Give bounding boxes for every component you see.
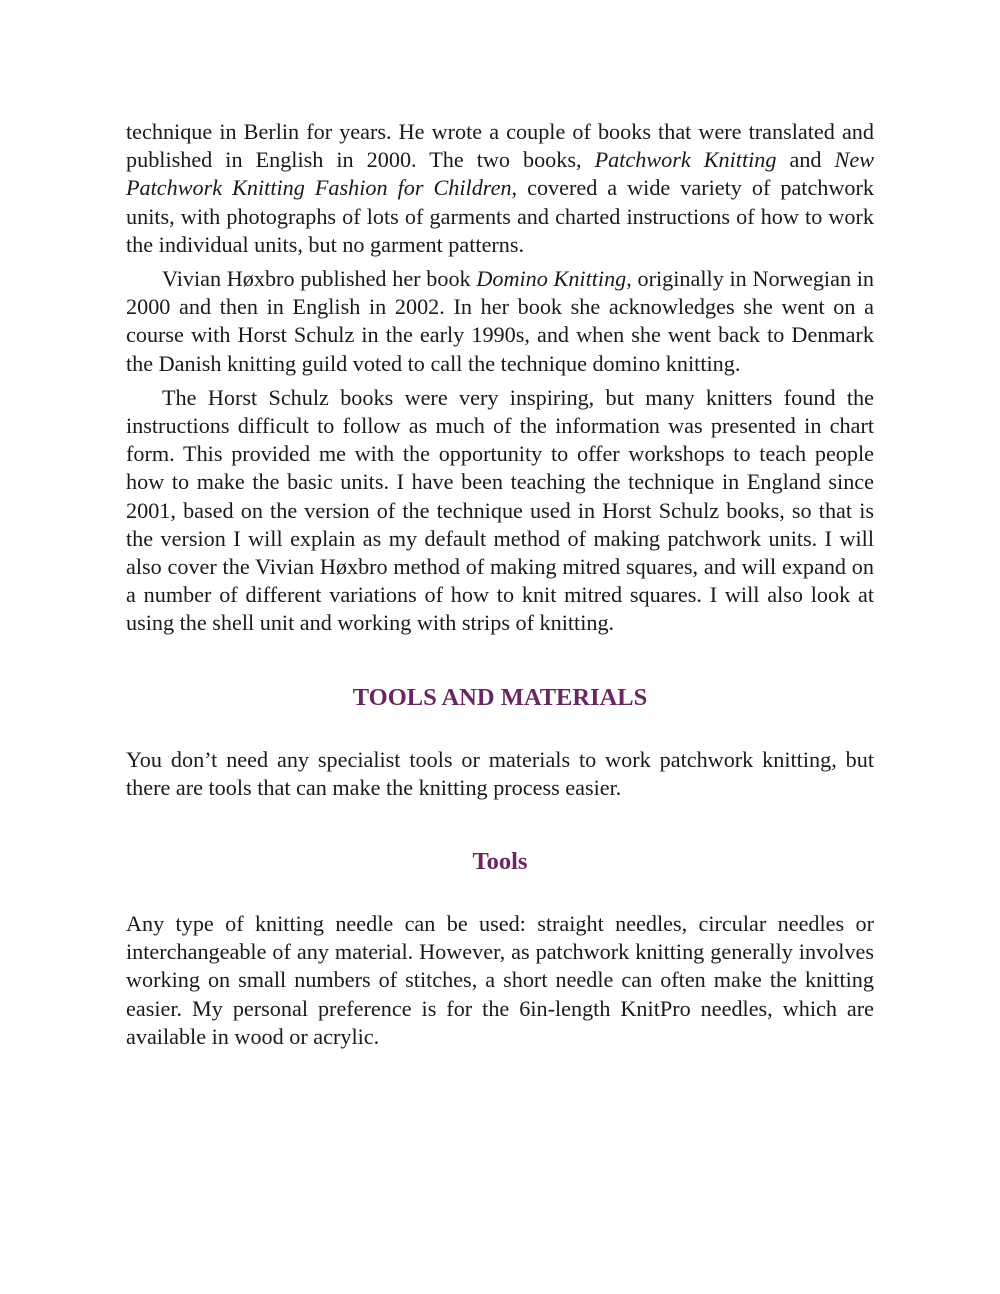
paragraph-text: technique in Berlin for years. He wrote a couple of books that were translated and published in English in 2000. The two books, [126,119,874,173]
book-title-new-patchwork-knitting: New Patchwork Knitting Fashion for Children [126,147,874,201]
paragraph-tools-intro: You don’t need any specialist tools or materials to work patchwork knitting, but there are tools that can make the knitting process easier. [126,746,874,800]
paragraph-vivian-hoxbro [126,265,874,378]
paragraph-text: , originally in Norwegian in 2000 and then in English in 2002. In her book she acknowledges she went on a course with Horst Schulz in the early 1990s, and when she went back to Denmark the Danish knitting guild voted to call the technique domino knitting. [126,266,874,376]
subsection-heading-tools: Tools [472,848,528,876]
paragraph-horst-schulz-books [126,118,874,259]
section-heading-tools-and-materials: TOOLS AND MATERIALS [352,683,648,711]
paragraph-needles: Any type of knitting needle can be used: straight needles, circular needles or interchangeable of any material. However, as patchwork knitting generally involves working on small numbers of stitches, a short needle can often make the knitting easier. My personal preference is for the 6in-length KnitPro needles, which are available in wood or acrylic. [126,911,874,1049]
paragraph-text: and [776,147,835,173]
page-content [126,118,874,1051]
paragraph-workshops: The Horst Schulz books were very inspiring, but many knitters found the instructions difficult to follow as much of the information was presented in chart form. This provided me with the opportunity to offer workshops to teach people how to make the basic units. I have been teaching the technique in England since 2001, based on the version of the technique used in Horst Schulz books, so that is the version I will explain as my default method of making patchwork units. I will also cover the Vivian Høxbro method of making mitred squares, and will expand on a number of different variations of how to knit mitred squares. I will also look at using the shell unit and working with strips of knitting. [126,384,874,636]
paragraph-text: Vivian Høxbro published her book [162,266,477,292]
book-title-patchwork-knitting: Patchwork Knitting [594,147,777,173]
book-title-domino-knitting: Domino Knitting [476,266,627,292]
paragraph-text: , covered a wide variety of patchwork units, with photographs of lots of garments and charted instructions of how to work the individual units, but no garment patterns. [126,175,874,257]
